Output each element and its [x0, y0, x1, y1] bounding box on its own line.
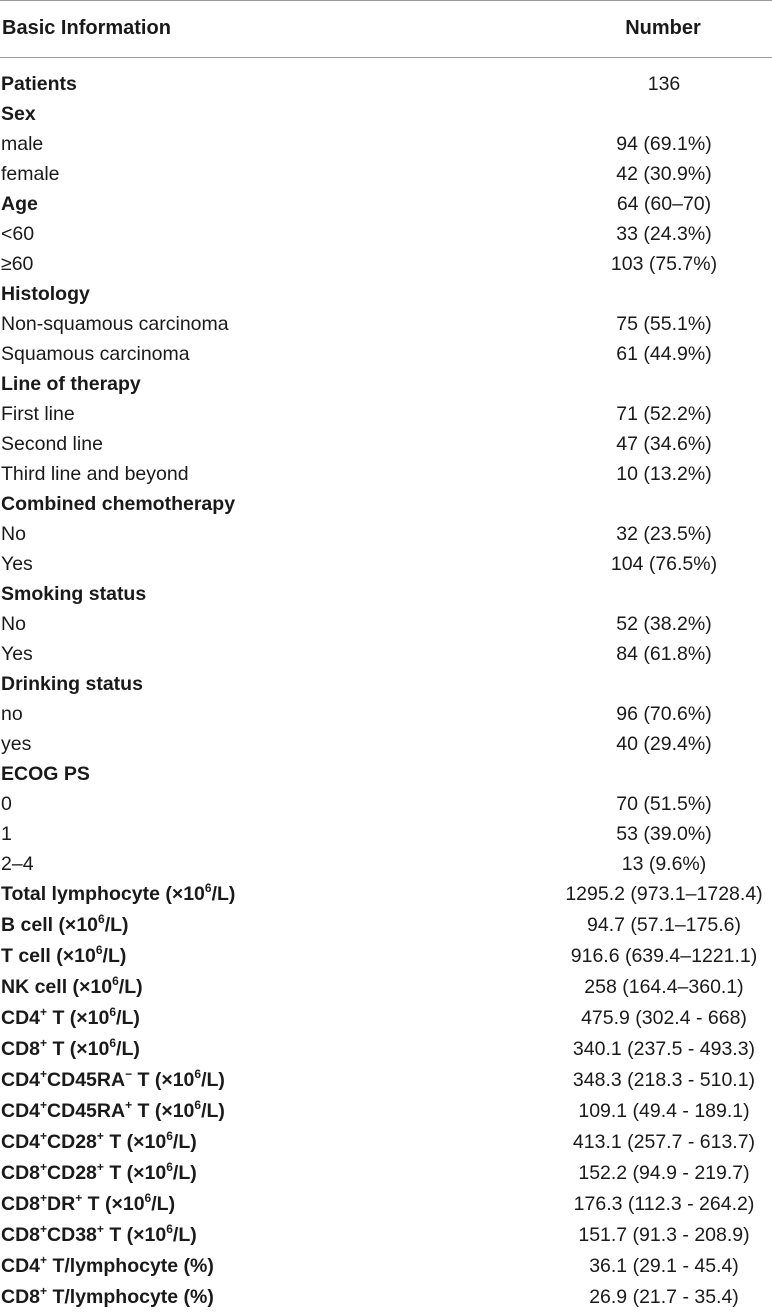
label-text: CD4 — [1, 1131, 41, 1153]
label-text: T (×10 — [103, 1162, 167, 1184]
table-row-heading — [0, 489, 772, 519]
label-text: CD8 — [1, 1286, 41, 1308]
table-row-heading — [0, 279, 772, 309]
header-bottom-rule — [0, 57, 772, 58]
table-row — [0, 699, 772, 729]
row-value: 32 (23.5%) — [616, 523, 712, 545]
row-label — [1, 1127, 197, 1158]
label-text: /L) — [104, 914, 129, 936]
label-superscript: + — [40, 1097, 48, 1112]
row-label: No — [1, 613, 26, 635]
row-value: 40 (29.4%) — [616, 733, 712, 755]
table-row-heading — [0, 1282, 772, 1313]
table-row — [0, 459, 772, 489]
table-row-heading — [0, 1127, 772, 1158]
row-value: 1295.2 (973.1–1728.4) — [565, 883, 763, 905]
table-row — [0, 129, 772, 159]
row-label — [1, 1065, 225, 1096]
row-label — [1, 879, 235, 910]
table-row-heading — [0, 69, 772, 99]
label-text: CD38 — [47, 1224, 97, 1246]
label-superscript: 6 — [109, 1004, 117, 1019]
row-value: 53 (39.0%) — [616, 823, 712, 845]
label-text: /L) — [172, 1131, 197, 1153]
label-text: /L) — [201, 1069, 225, 1091]
label-superscript: + — [40, 1035, 48, 1050]
row-value: 94 (69.1%) — [616, 133, 712, 155]
table-row — [0, 309, 772, 339]
table-row — [0, 849, 772, 879]
label-superscript: 6 — [98, 911, 105, 926]
table-row — [0, 159, 772, 189]
row-label: Combined chemotherapy — [1, 493, 236, 515]
label-superscript: 6 — [95, 942, 103, 957]
label-text: T (×10 — [82, 1193, 145, 1215]
row-label: Smoking status — [1, 583, 147, 605]
label-text: CD4 — [1, 1255, 41, 1277]
row-label: Age — [1, 193, 38, 215]
row-value: 258 (164.4–360.1) — [584, 976, 744, 998]
label-superscript: + — [40, 1221, 48, 1236]
label-superscript: − — [125, 1066, 133, 1081]
label-superscript: + — [75, 1190, 83, 1205]
label-text: T (×10 — [103, 1131, 167, 1153]
row-label — [1, 972, 143, 1003]
table-row — [0, 549, 772, 579]
row-label: 0 — [1, 793, 12, 815]
table-row — [0, 219, 772, 249]
row-value: 33 (24.3%) — [616, 223, 712, 245]
label-text: /L) — [102, 945, 127, 967]
row-value: 103 (75.7%) — [610, 253, 718, 275]
label-text: T (×10 — [132, 1100, 195, 1122]
label-text: /L) — [116, 1038, 140, 1060]
table-row-heading — [0, 579, 772, 609]
table-row-heading — [0, 369, 772, 399]
row-label — [1, 941, 126, 972]
table-row — [0, 819, 772, 849]
row-value: 64 (60–70) — [616, 193, 712, 215]
label-superscript: + — [96, 1221, 104, 1236]
row-label: Drinking status — [1, 673, 143, 695]
row-value: 340.1 (237.5 - 493.3) — [572, 1038, 756, 1060]
label-superscript: + — [40, 1252, 48, 1267]
row-value: 70 (51.5%) — [616, 793, 712, 815]
label-text: T cell (×10 — [1, 945, 96, 967]
label-superscript: 6 — [112, 973, 119, 988]
label-text: T/lymphocyte (%) — [47, 1286, 214, 1308]
label-superscript: 6 — [166, 1221, 173, 1236]
row-label: No — [1, 523, 26, 545]
row-label: Non-squamous carcinoma — [1, 313, 229, 335]
table-row-heading — [0, 972, 772, 1003]
label-superscript: + — [96, 1128, 104, 1143]
row-label: ≥60 — [1, 253, 34, 275]
label-superscript: 6 — [194, 1097, 202, 1112]
row-label — [1, 1251, 214, 1282]
label-superscript: 6 — [194, 1066, 202, 1081]
label-superscript: 6 — [109, 1035, 117, 1050]
row-value: 916.6 (639.4–1221.1) — [570, 945, 758, 967]
label-text: T (×10 — [47, 1007, 110, 1029]
row-label: Yes — [1, 643, 33, 665]
row-label: female — [1, 163, 60, 185]
table-row-heading — [0, 1158, 772, 1189]
row-label — [1, 910, 129, 941]
row-value: 42 (30.9%) — [616, 163, 712, 185]
row-value: 52 (38.2%) — [616, 613, 712, 635]
label-text: T (×10 — [103, 1224, 167, 1246]
table-row-heading — [0, 941, 772, 972]
label-text: B cell (×10 — [1, 914, 99, 936]
table-body — [0, 69, 772, 1313]
table-row — [0, 789, 772, 819]
table-row-heading — [0, 1065, 772, 1096]
table-row-heading — [0, 759, 772, 789]
row-value: 36.1 (29.1 - 45.4) — [589, 1255, 739, 1277]
row-label: First line — [1, 403, 75, 425]
label-text: /L) — [201, 1100, 225, 1122]
label-superscript: + — [125, 1097, 133, 1112]
row-label: 1 — [1, 823, 12, 845]
row-label — [1, 1096, 225, 1127]
table-row — [0, 339, 772, 369]
label-text: CD8 — [1, 1224, 41, 1246]
label-superscript: 6 — [204, 880, 212, 895]
row-label: Histology — [1, 283, 90, 305]
table-row-heading — [0, 1189, 772, 1220]
label-text: CD28 — [47, 1162, 97, 1184]
row-value: 61 (44.9%) — [616, 343, 712, 365]
table-row-heading — [0, 879, 772, 910]
row-label: Line of therapy — [1, 373, 141, 395]
label-superscript: + — [40, 1190, 48, 1205]
row-label: male — [1, 133, 44, 155]
label-text: /L) — [172, 1224, 197, 1246]
row-value: 71 (52.2%) — [616, 403, 712, 425]
row-label: Patients — [1, 73, 77, 95]
row-value: 475.9 (302.4 - 668) — [581, 1007, 747, 1029]
label-text: CD8 — [1, 1038, 41, 1060]
row-label: yes — [1, 733, 32, 755]
table-row-heading — [0, 1096, 772, 1127]
table-row-heading — [0, 189, 772, 219]
label-superscript: + — [96, 1159, 104, 1174]
table-row — [0, 639, 772, 669]
label-text: CD4 — [1, 1069, 41, 1091]
table-row — [0, 429, 772, 459]
row-label — [1, 1158, 197, 1189]
row-label — [1, 1003, 140, 1034]
label-text: CD8 — [1, 1193, 41, 1215]
label-text: T (×10 — [132, 1069, 195, 1091]
row-value: 47 (34.6%) — [616, 433, 712, 455]
row-value: 13 (9.6%) — [621, 853, 707, 875]
label-superscript: 6 — [166, 1128, 173, 1143]
table-row-heading — [0, 1251, 772, 1282]
row-label — [1, 1189, 175, 1220]
label-superscript: + — [40, 1128, 48, 1143]
row-label: Squamous carcinoma — [1, 343, 190, 365]
label-text: CD8 — [1, 1162, 41, 1184]
row-value: 152.2 (94.9 - 219.7) — [578, 1162, 750, 1184]
row-label: no — [1, 703, 23, 725]
row-label: ECOG PS — [1, 763, 90, 785]
label-text: /L) — [211, 883, 236, 905]
table-row — [0, 729, 772, 759]
label-superscript: + — [40, 1283, 48, 1298]
row-label: <60 — [1, 223, 35, 245]
table-row — [0, 249, 772, 279]
label-text: CD45RA — [47, 1100, 126, 1122]
table-row-heading — [0, 1034, 772, 1065]
table-row-heading — [0, 1220, 772, 1251]
label-text: /L) — [172, 1162, 197, 1184]
label-superscript: + — [40, 1004, 48, 1019]
table-row — [0, 609, 772, 639]
label-superscript: + — [40, 1159, 48, 1174]
row-value: 10 (13.2%) — [616, 463, 712, 485]
label-text: CD4 — [1, 1100, 41, 1122]
label-superscript: 6 — [166, 1159, 173, 1174]
table-row-heading — [0, 1003, 772, 1034]
label-text: CD4 — [1, 1007, 41, 1029]
table-row-heading — [0, 99, 772, 129]
column-header-basic-information: Basic Information — [2, 17, 171, 39]
row-value: 96 (70.6%) — [616, 703, 712, 725]
table-row — [0, 519, 772, 549]
row-value: 94.7 (57.1–175.6) — [587, 914, 741, 936]
label-text: /L) — [118, 976, 143, 998]
row-label — [1, 1034, 140, 1065]
row-value: 26.9 (21.7 - 35.4) — [589, 1286, 739, 1308]
column-header-number: Number — [625, 17, 701, 39]
row-value: 136 — [647, 73, 681, 95]
row-label: Yes — [1, 553, 33, 575]
table-row — [0, 399, 772, 429]
row-label — [1, 1220, 197, 1251]
label-text: T/lymphocyte (%) — [47, 1255, 214, 1277]
row-value: 75 (55.1%) — [616, 313, 712, 335]
row-value: 84 (61.8%) — [616, 643, 712, 665]
row-label: Third line and beyond — [1, 463, 189, 485]
label-text: /L) — [151, 1193, 176, 1215]
table-row-heading — [0, 910, 772, 941]
label-superscript: + — [40, 1066, 48, 1081]
label-text: CD45RA — [47, 1069, 126, 1091]
label-text: Total lymphocyte (×10 — [1, 883, 205, 905]
row-value: 348.3 (218.3 - 510.1) — [572, 1069, 756, 1091]
label-text: /L) — [116, 1007, 140, 1029]
row-value: 176.3 (112.3 - 264.2) — [573, 1193, 755, 1215]
label-text: NK cell (×10 — [1, 976, 113, 998]
label-superscript: 6 — [144, 1190, 152, 1205]
row-label: Sex — [1, 103, 36, 125]
row-value: 413.1 (257.7 - 613.7) — [572, 1131, 756, 1153]
label-text: DR — [47, 1193, 76, 1215]
label-text: CD28 — [47, 1131, 97, 1153]
row-value: 109.1 (49.4 - 189.1) — [578, 1100, 750, 1122]
row-label — [1, 1282, 214, 1313]
row-label: 2–4 — [1, 853, 34, 875]
row-label: Second line — [1, 433, 103, 455]
row-value: 151.7 (91.3 - 208.9) — [578, 1224, 750, 1246]
row-value: 104 (76.5%) — [610, 553, 718, 575]
table-row-heading — [0, 669, 772, 699]
label-text: T (×10 — [47, 1038, 110, 1060]
